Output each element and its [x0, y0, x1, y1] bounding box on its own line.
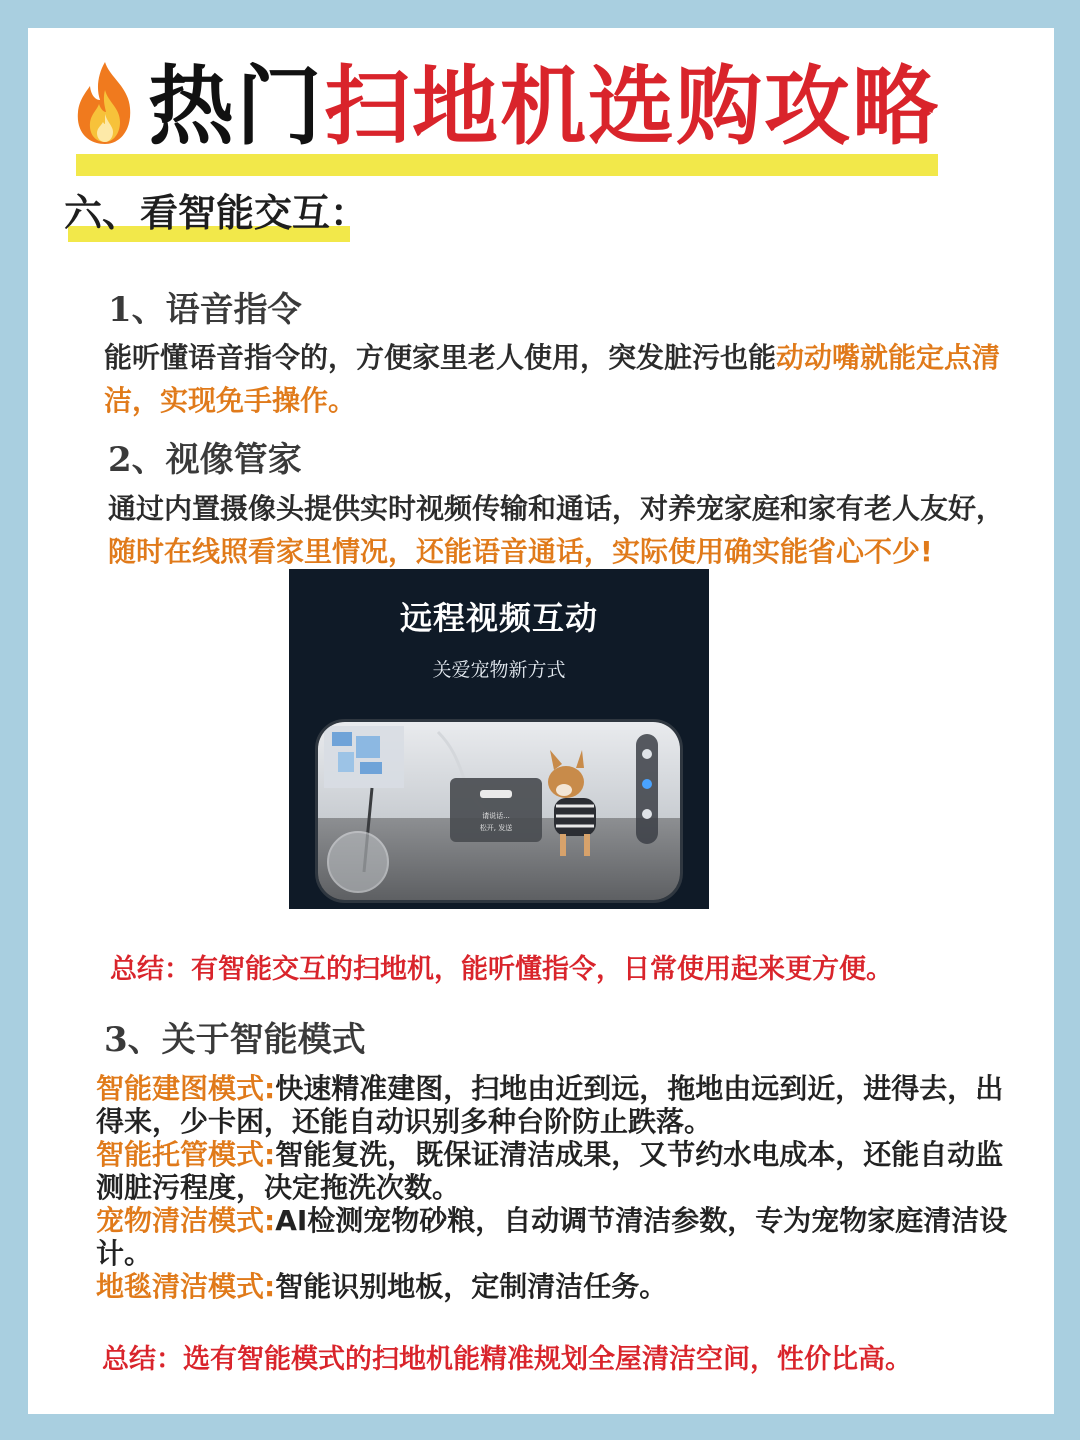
fire-icon	[70, 60, 140, 146]
title-red-part: 扫地机选购攻略	[324, 57, 940, 157]
mode-item-mapping	[96, 1072, 1026, 1138]
mode-label: 宠物清洁模式:	[96, 1204, 276, 1237]
page-title-block	[70, 46, 950, 176]
mode-item-carpet	[96, 1270, 1026, 1303]
mode-item-managed	[96, 1138, 1026, 1204]
item-text-highlight: 随时在线照看家里情况，还能语音通话，实际使用确实能省心不少!	[108, 535, 933, 568]
modes-list	[96, 1072, 1026, 1303]
item-heading-video: 2、视像管家	[108, 440, 302, 480]
promo-image	[289, 569, 709, 909]
mode-text: AI检测宠物砂粮，自动调节清洁参数，专为宠物家庭清洁设计。	[96, 1204, 1008, 1270]
mode-label: 智能建图模式:	[96, 1072, 276, 1105]
promo-title: 远程视频互动	[399, 599, 598, 637]
phone-mockup	[315, 719, 683, 903]
mode-label: 地毯清洁模式:	[96, 1270, 276, 1303]
title-black-part: 热门	[148, 57, 324, 157]
summary-modes: 总结：选有智能模式的扫地机能精准规划全屋清洁空间，性价比高。	[102, 1344, 912, 1375]
promo-subtitle: 关爱宠物新方式	[432, 659, 566, 681]
section-title: 六、看智能交互：	[64, 191, 369, 235]
mode-text: 智能识别地板，定制清洁任务。	[275, 1270, 668, 1303]
mode-text: 快速精准建图，扫地由近到远，拖地由远到近，进得去，出得来，少卡困，还能自动识别多种台阶防止跌落。	[96, 1072, 1004, 1138]
camera-view	[318, 722, 680, 900]
mode-text: 智能复洗，既保证清洁成果，又节约水电成本，还能自动监测脏污程度，决定拖洗次数。	[96, 1138, 1004, 1204]
section-heading	[64, 186, 368, 246]
mode-item-pet	[96, 1204, 1026, 1270]
item-heading-voice: 1、语音指令	[108, 290, 302, 330]
dialog-line-2: 松开, 发送	[479, 824, 513, 832]
item-text-highlight: 动动嘴就能定点清洁，实现免手操作。	[104, 341, 1001, 417]
summary-interaction: 总结：有智能交互的扫地机，能听懂指令，日常使用起来更方便。	[110, 954, 893, 985]
item-text-plain: 能听懂语音指令的，方便家里老人使用，突发脏污也能	[104, 341, 777, 374]
item-text-video	[108, 487, 1008, 573]
item-heading-modes: 3、关于智能模式	[104, 1020, 366, 1060]
dialog-line-1: 请说话...	[482, 812, 510, 820]
item-text-voice	[104, 336, 1004, 422]
item-text-plain: 通过内置摄像头提供实时视频传输和通话，对养宠家庭和家有老人友好，	[108, 492, 1005, 525]
page-title	[148, 52, 940, 162]
mode-label: 智能托管模式:	[96, 1138, 276, 1171]
